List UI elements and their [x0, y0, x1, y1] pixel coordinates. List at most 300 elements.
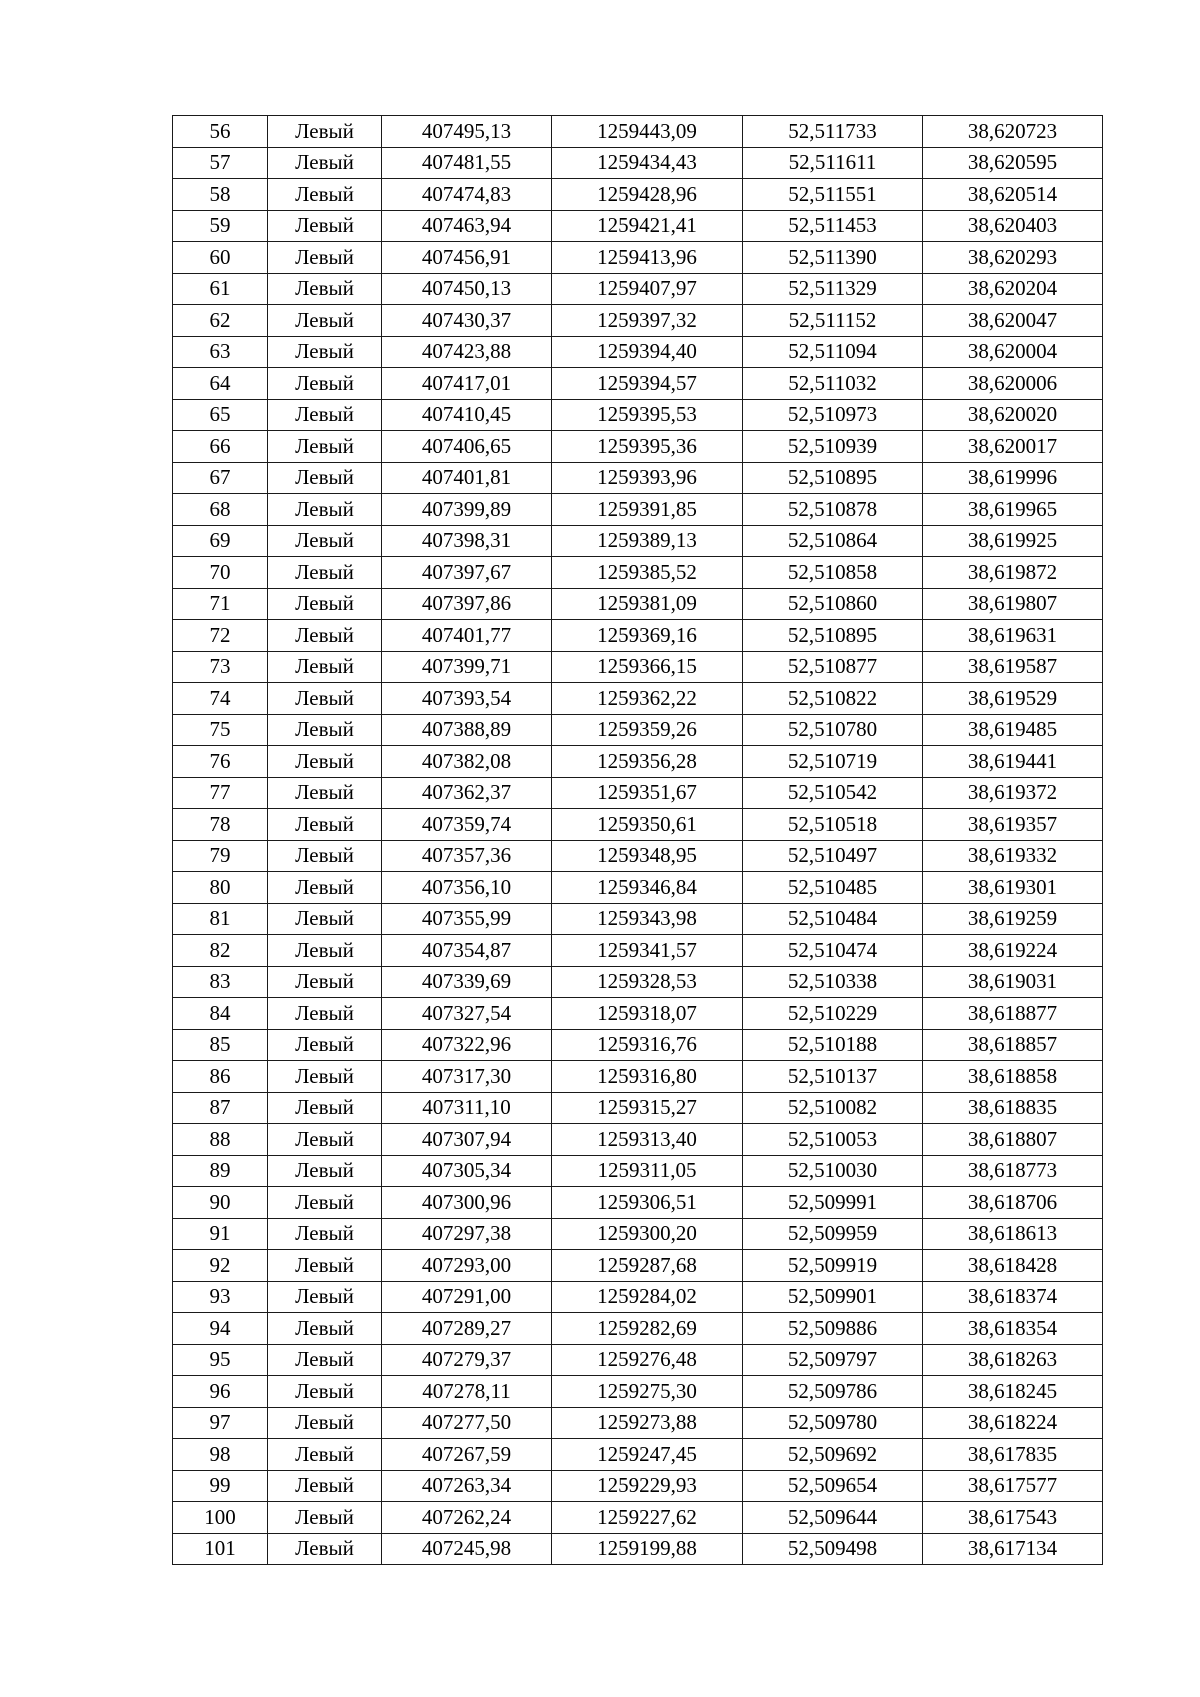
- side-cell: Левый: [268, 431, 382, 463]
- y-coordinate-cell: 1259316,80: [552, 1061, 743, 1093]
- side-cell: Левый: [268, 1313, 382, 1345]
- x-coordinate-cell: 407355,99: [382, 903, 552, 935]
- y-coordinate-cell: 1259316,76: [552, 1029, 743, 1061]
- y-coordinate-cell: 1259318,07: [552, 998, 743, 1030]
- side-cell: Левый: [268, 620, 382, 652]
- latitude-cell: 52,510497: [743, 840, 923, 872]
- latitude-cell: 52,511032: [743, 368, 923, 400]
- side-cell: Левый: [268, 1187, 382, 1219]
- side-cell: Левый: [268, 1470, 382, 1502]
- side-cell: Левый: [268, 714, 382, 746]
- latitude-cell: 52,509654: [743, 1470, 923, 1502]
- x-coordinate-cell: 407397,86: [382, 588, 552, 620]
- x-coordinate-cell: 407293,00: [382, 1250, 552, 1282]
- point-number-cell: 90: [173, 1187, 268, 1219]
- point-number-cell: 89: [173, 1155, 268, 1187]
- table-row: [173, 1502, 1103, 1534]
- side-cell: Левый: [268, 557, 382, 589]
- longitude-cell: 38,619631: [923, 620, 1103, 652]
- point-number-cell: 101: [173, 1533, 268, 1565]
- point-number-cell: 84: [173, 998, 268, 1030]
- point-number-cell: 58: [173, 179, 268, 211]
- latitude-cell: 52,510484: [743, 903, 923, 935]
- longitude-cell: 38,617134: [923, 1533, 1103, 1565]
- point-number-cell: 76: [173, 746, 268, 778]
- side-cell: Левый: [268, 683, 382, 715]
- side-cell: Левый: [268, 746, 382, 778]
- y-coordinate-cell: 1259348,95: [552, 840, 743, 872]
- table-row: [173, 809, 1103, 841]
- table-row: [173, 1344, 1103, 1376]
- y-coordinate-cell: 1259276,48: [552, 1344, 743, 1376]
- y-coordinate-cell: 1259394,57: [552, 368, 743, 400]
- longitude-cell: 38,618858: [923, 1061, 1103, 1093]
- x-coordinate-cell: 407401,81: [382, 462, 552, 494]
- y-coordinate-cell: 1259247,45: [552, 1439, 743, 1471]
- side-cell: Левый: [268, 872, 382, 904]
- y-coordinate-cell: 1259343,98: [552, 903, 743, 935]
- side-cell: Левый: [268, 336, 382, 368]
- latitude-cell: 52,510338: [743, 966, 923, 998]
- y-coordinate-cell: 1259397,32: [552, 305, 743, 337]
- coordinates-table: [172, 115, 1103, 1565]
- table-row: [173, 305, 1103, 337]
- longitude-cell: 38,619485: [923, 714, 1103, 746]
- point-number-cell: 60: [173, 242, 268, 274]
- side-cell: Левый: [268, 1092, 382, 1124]
- side-cell: Левый: [268, 1250, 382, 1282]
- x-coordinate-cell: 407322,96: [382, 1029, 552, 1061]
- x-coordinate-cell: 407291,00: [382, 1281, 552, 1313]
- latitude-cell: 52,510939: [743, 431, 923, 463]
- y-coordinate-cell: 1259199,88: [552, 1533, 743, 1565]
- latitude-cell: 52,509780: [743, 1407, 923, 1439]
- longitude-cell: 38,620020: [923, 399, 1103, 431]
- y-coordinate-cell: 1259273,88: [552, 1407, 743, 1439]
- latitude-cell: 52,510822: [743, 683, 923, 715]
- x-coordinate-cell: 407463,94: [382, 210, 552, 242]
- y-coordinate-cell: 1259434,43: [552, 147, 743, 179]
- x-coordinate-cell: 407398,31: [382, 525, 552, 557]
- point-number-cell: 92: [173, 1250, 268, 1282]
- point-number-cell: 75: [173, 714, 268, 746]
- point-number-cell: 56: [173, 116, 268, 148]
- y-coordinate-cell: 1259393,96: [552, 462, 743, 494]
- longitude-cell: 38,620006: [923, 368, 1103, 400]
- side-cell: Левый: [268, 966, 382, 998]
- side-cell: Левый: [268, 935, 382, 967]
- latitude-cell: 52,511094: [743, 336, 923, 368]
- x-coordinate-cell: 407317,30: [382, 1061, 552, 1093]
- side-cell: Левый: [268, 1344, 382, 1376]
- table-row: [173, 651, 1103, 683]
- point-number-cell: 82: [173, 935, 268, 967]
- table-row: [173, 966, 1103, 998]
- y-coordinate-cell: 1259275,30: [552, 1376, 743, 1408]
- y-coordinate-cell: 1259391,85: [552, 494, 743, 526]
- side-cell: Левый: [268, 588, 382, 620]
- longitude-cell: 38,618835: [923, 1092, 1103, 1124]
- x-coordinate-cell: 407339,69: [382, 966, 552, 998]
- x-coordinate-cell: 407356,10: [382, 872, 552, 904]
- y-coordinate-cell: 1259313,40: [552, 1124, 743, 1156]
- x-coordinate-cell: 407382,08: [382, 746, 552, 778]
- y-coordinate-cell: 1259350,61: [552, 809, 743, 841]
- point-number-cell: 59: [173, 210, 268, 242]
- y-coordinate-cell: 1259428,96: [552, 179, 743, 211]
- point-number-cell: 74: [173, 683, 268, 715]
- latitude-cell: 52,509498: [743, 1533, 923, 1565]
- longitude-cell: 38,618354: [923, 1313, 1103, 1345]
- table-row: [173, 525, 1103, 557]
- latitude-cell: 52,511390: [743, 242, 923, 274]
- y-coordinate-cell: 1259369,16: [552, 620, 743, 652]
- latitude-cell: 52,511329: [743, 273, 923, 305]
- x-coordinate-cell: 407406,65: [382, 431, 552, 463]
- longitude-cell: 38,618773: [923, 1155, 1103, 1187]
- latitude-cell: 52,511152: [743, 305, 923, 337]
- point-number-cell: 79: [173, 840, 268, 872]
- point-number-cell: 65: [173, 399, 268, 431]
- y-coordinate-cell: 1259328,53: [552, 966, 743, 998]
- point-number-cell: 83: [173, 966, 268, 998]
- side-cell: Левый: [268, 1281, 382, 1313]
- table-row: [173, 935, 1103, 967]
- longitude-cell: 38,619996: [923, 462, 1103, 494]
- point-number-cell: 72: [173, 620, 268, 652]
- longitude-cell: 38,618224: [923, 1407, 1103, 1439]
- latitude-cell: 52,509644: [743, 1502, 923, 1534]
- longitude-cell: 38,619872: [923, 557, 1103, 589]
- x-coordinate-cell: 407357,36: [382, 840, 552, 872]
- latitude-cell: 52,510719: [743, 746, 923, 778]
- side-cell: Левый: [268, 777, 382, 809]
- x-coordinate-cell: 407450,13: [382, 273, 552, 305]
- table-row: [173, 840, 1103, 872]
- y-coordinate-cell: 1259229,93: [552, 1470, 743, 1502]
- longitude-cell: 38,618428: [923, 1250, 1103, 1282]
- point-number-cell: 95: [173, 1344, 268, 1376]
- side-cell: Левый: [268, 1439, 382, 1471]
- x-coordinate-cell: 407397,67: [382, 557, 552, 589]
- side-cell: Левый: [268, 273, 382, 305]
- x-coordinate-cell: 407495,13: [382, 116, 552, 148]
- x-coordinate-cell: 407354,87: [382, 935, 552, 967]
- latitude-cell: 52,510137: [743, 1061, 923, 1093]
- point-number-cell: 66: [173, 431, 268, 463]
- side-cell: Левый: [268, 1376, 382, 1408]
- latitude-cell: 52,510860: [743, 588, 923, 620]
- longitude-cell: 38,618857: [923, 1029, 1103, 1061]
- x-coordinate-cell: 407410,45: [382, 399, 552, 431]
- y-coordinate-cell: 1259227,62: [552, 1502, 743, 1534]
- table-row: [173, 179, 1103, 211]
- table-row: [173, 1124, 1103, 1156]
- side-cell: Левый: [268, 1407, 382, 1439]
- x-coordinate-cell: 407305,34: [382, 1155, 552, 1187]
- y-coordinate-cell: 1259282,69: [552, 1313, 743, 1345]
- x-coordinate-cell: 407311,10: [382, 1092, 552, 1124]
- point-number-cell: 63: [173, 336, 268, 368]
- point-number-cell: 69: [173, 525, 268, 557]
- side-cell: Левый: [268, 998, 382, 1030]
- table-row: [173, 683, 1103, 715]
- point-number-cell: 88: [173, 1124, 268, 1156]
- table-row: [173, 1155, 1103, 1187]
- table-row: [173, 273, 1103, 305]
- table-row: [173, 1470, 1103, 1502]
- side-cell: Левый: [268, 1533, 382, 1565]
- longitude-cell: 38,619031: [923, 966, 1103, 998]
- point-number-cell: 96: [173, 1376, 268, 1408]
- longitude-cell: 38,620595: [923, 147, 1103, 179]
- point-number-cell: 64: [173, 368, 268, 400]
- y-coordinate-cell: 1259413,96: [552, 242, 743, 274]
- side-cell: Левый: [268, 525, 382, 557]
- y-coordinate-cell: 1259351,67: [552, 777, 743, 809]
- longitude-cell: 38,619925: [923, 525, 1103, 557]
- side-cell: Левый: [268, 1124, 382, 1156]
- y-coordinate-cell: 1259385,52: [552, 557, 743, 589]
- point-number-cell: 71: [173, 588, 268, 620]
- point-number-cell: 57: [173, 147, 268, 179]
- latitude-cell: 52,510780: [743, 714, 923, 746]
- latitude-cell: 52,509692: [743, 1439, 923, 1471]
- table-row: [173, 399, 1103, 431]
- x-coordinate-cell: 407327,54: [382, 998, 552, 1030]
- table-row: [173, 210, 1103, 242]
- longitude-cell: 38,620047: [923, 305, 1103, 337]
- latitude-cell: 52,510229: [743, 998, 923, 1030]
- x-coordinate-cell: 407279,37: [382, 1344, 552, 1376]
- point-number-cell: 100: [173, 1502, 268, 1534]
- longitude-cell: 38,617577: [923, 1470, 1103, 1502]
- point-number-cell: 68: [173, 494, 268, 526]
- table-row: [173, 1250, 1103, 1282]
- side-cell: Левый: [268, 210, 382, 242]
- y-coordinate-cell: 1259407,97: [552, 273, 743, 305]
- y-coordinate-cell: 1259366,15: [552, 651, 743, 683]
- table-row: [173, 746, 1103, 778]
- latitude-cell: 52,510485: [743, 872, 923, 904]
- latitude-cell: 52,509959: [743, 1218, 923, 1250]
- table-row: [173, 1376, 1103, 1408]
- point-number-cell: 87: [173, 1092, 268, 1124]
- side-cell: Левый: [268, 1061, 382, 1093]
- x-coordinate-cell: 407430,37: [382, 305, 552, 337]
- table-row: [173, 1061, 1103, 1093]
- latitude-cell: 52,509886: [743, 1313, 923, 1345]
- table-row: [173, 242, 1103, 274]
- table-row: [173, 116, 1103, 148]
- x-coordinate-cell: 407456,91: [382, 242, 552, 274]
- longitude-cell: 38,617835: [923, 1439, 1103, 1471]
- latitude-cell: 52,510858: [743, 557, 923, 589]
- longitude-cell: 38,620514: [923, 179, 1103, 211]
- table-row: [173, 1281, 1103, 1313]
- side-cell: Левый: [268, 651, 382, 683]
- point-number-cell: 67: [173, 462, 268, 494]
- y-coordinate-cell: 1259359,26: [552, 714, 743, 746]
- x-coordinate-cell: 407359,74: [382, 809, 552, 841]
- latitude-cell: 52,509991: [743, 1187, 923, 1219]
- table-row: [173, 1533, 1103, 1565]
- x-coordinate-cell: 407263,34: [382, 1470, 552, 1502]
- latitude-cell: 52,509901: [743, 1281, 923, 1313]
- side-cell: Левый: [268, 399, 382, 431]
- table-row: [173, 1218, 1103, 1250]
- y-coordinate-cell: 1259443,09: [552, 116, 743, 148]
- side-cell: Левый: [268, 494, 382, 526]
- side-cell: Левый: [268, 368, 382, 400]
- x-coordinate-cell: 407278,11: [382, 1376, 552, 1408]
- longitude-cell: 38,619965: [923, 494, 1103, 526]
- side-cell: Левый: [268, 179, 382, 211]
- x-coordinate-cell: 407362,37: [382, 777, 552, 809]
- y-coordinate-cell: 1259395,53: [552, 399, 743, 431]
- point-number-cell: 81: [173, 903, 268, 935]
- table-row: [173, 998, 1103, 1030]
- x-coordinate-cell: 407245,98: [382, 1533, 552, 1565]
- longitude-cell: 38,620293: [923, 242, 1103, 274]
- x-coordinate-cell: 407399,89: [382, 494, 552, 526]
- latitude-cell: 52,509797: [743, 1344, 923, 1376]
- latitude-cell: 52,511551: [743, 179, 923, 211]
- side-cell: Левый: [268, 1502, 382, 1534]
- point-number-cell: 86: [173, 1061, 268, 1093]
- longitude-cell: 38,618877: [923, 998, 1103, 1030]
- longitude-cell: 38,619259: [923, 903, 1103, 935]
- side-cell: Левый: [268, 116, 382, 148]
- longitude-cell: 38,617543: [923, 1502, 1103, 1534]
- table-row: [173, 1439, 1103, 1471]
- table-row: [173, 620, 1103, 652]
- latitude-cell: 52,511733: [743, 116, 923, 148]
- side-cell: Левый: [268, 242, 382, 274]
- table-row: [173, 1029, 1103, 1061]
- table-row: [173, 557, 1103, 589]
- x-coordinate-cell: 407289,27: [382, 1313, 552, 1345]
- x-coordinate-cell: 407262,24: [382, 1502, 552, 1534]
- side-cell: Левый: [268, 462, 382, 494]
- longitude-cell: 38,620017: [923, 431, 1103, 463]
- y-coordinate-cell: 1259346,84: [552, 872, 743, 904]
- table-row: [173, 903, 1103, 935]
- longitude-cell: 38,618245: [923, 1376, 1103, 1408]
- point-number-cell: 77: [173, 777, 268, 809]
- side-cell: Левый: [268, 1029, 382, 1061]
- latitude-cell: 52,511453: [743, 210, 923, 242]
- table-row: [173, 494, 1103, 526]
- x-coordinate-cell: 407277,50: [382, 1407, 552, 1439]
- point-number-cell: 62: [173, 305, 268, 337]
- latitude-cell: 52,510895: [743, 620, 923, 652]
- table-row: [173, 431, 1103, 463]
- side-cell: Левый: [268, 903, 382, 935]
- longitude-cell: 38,619587: [923, 651, 1103, 683]
- table-row: [173, 1407, 1103, 1439]
- longitude-cell: 38,618263: [923, 1344, 1103, 1376]
- x-coordinate-cell: 407267,59: [382, 1439, 552, 1471]
- x-coordinate-cell: 407401,77: [382, 620, 552, 652]
- latitude-cell: 52,510973: [743, 399, 923, 431]
- x-coordinate-cell: 407307,94: [382, 1124, 552, 1156]
- longitude-cell: 38,618706: [923, 1187, 1103, 1219]
- latitude-cell: 52,510474: [743, 935, 923, 967]
- point-number-cell: 73: [173, 651, 268, 683]
- table-row: [173, 1313, 1103, 1345]
- table-row: [173, 336, 1103, 368]
- point-number-cell: 78: [173, 809, 268, 841]
- x-coordinate-cell: 407474,83: [382, 179, 552, 211]
- y-coordinate-cell: 1259287,68: [552, 1250, 743, 1282]
- latitude-cell: 52,510878: [743, 494, 923, 526]
- point-number-cell: 93: [173, 1281, 268, 1313]
- x-coordinate-cell: 407417,01: [382, 368, 552, 400]
- point-number-cell: 97: [173, 1407, 268, 1439]
- point-number-cell: 85: [173, 1029, 268, 1061]
- point-number-cell: 80: [173, 872, 268, 904]
- longitude-cell: 38,618613: [923, 1218, 1103, 1250]
- y-coordinate-cell: 1259311,05: [552, 1155, 743, 1187]
- side-cell: Левый: [268, 840, 382, 872]
- latitude-cell: 52,510053: [743, 1124, 923, 1156]
- y-coordinate-cell: 1259284,02: [552, 1281, 743, 1313]
- y-coordinate-cell: 1259381,09: [552, 588, 743, 620]
- longitude-cell: 38,620004: [923, 336, 1103, 368]
- side-cell: Левый: [268, 305, 382, 337]
- x-coordinate-cell: 407481,55: [382, 147, 552, 179]
- point-number-cell: 98: [173, 1439, 268, 1471]
- x-coordinate-cell: 407423,88: [382, 336, 552, 368]
- y-coordinate-cell: 1259389,13: [552, 525, 743, 557]
- y-coordinate-cell: 1259421,41: [552, 210, 743, 242]
- table-row: [173, 872, 1103, 904]
- x-coordinate-cell: 407393,54: [382, 683, 552, 715]
- latitude-cell: 52,511611: [743, 147, 923, 179]
- latitude-cell: 52,510082: [743, 1092, 923, 1124]
- table-row: [173, 1092, 1103, 1124]
- latitude-cell: 52,510518: [743, 809, 923, 841]
- longitude-cell: 38,619529: [923, 683, 1103, 715]
- table-row: [173, 462, 1103, 494]
- longitude-cell: 38,619301: [923, 872, 1103, 904]
- y-coordinate-cell: 1259394,40: [552, 336, 743, 368]
- y-coordinate-cell: 1259356,28: [552, 746, 743, 778]
- latitude-cell: 52,509919: [743, 1250, 923, 1282]
- y-coordinate-cell: 1259306,51: [552, 1187, 743, 1219]
- x-coordinate-cell: 407399,71: [382, 651, 552, 683]
- longitude-cell: 38,619441: [923, 746, 1103, 778]
- point-number-cell: 99: [173, 1470, 268, 1502]
- table-row: [173, 147, 1103, 179]
- table-row: [173, 368, 1103, 400]
- point-number-cell: 91: [173, 1218, 268, 1250]
- side-cell: Левый: [268, 1218, 382, 1250]
- x-coordinate-cell: 407388,89: [382, 714, 552, 746]
- x-coordinate-cell: 407300,96: [382, 1187, 552, 1219]
- longitude-cell: 38,620403: [923, 210, 1103, 242]
- latitude-cell: 52,510895: [743, 462, 923, 494]
- latitude-cell: 52,509786: [743, 1376, 923, 1408]
- y-coordinate-cell: 1259395,36: [552, 431, 743, 463]
- longitude-cell: 38,620204: [923, 273, 1103, 305]
- longitude-cell: 38,618374: [923, 1281, 1103, 1313]
- table-row: [173, 714, 1103, 746]
- table-row: [173, 588, 1103, 620]
- side-cell: Левый: [268, 1155, 382, 1187]
- x-coordinate-cell: 407297,38: [382, 1218, 552, 1250]
